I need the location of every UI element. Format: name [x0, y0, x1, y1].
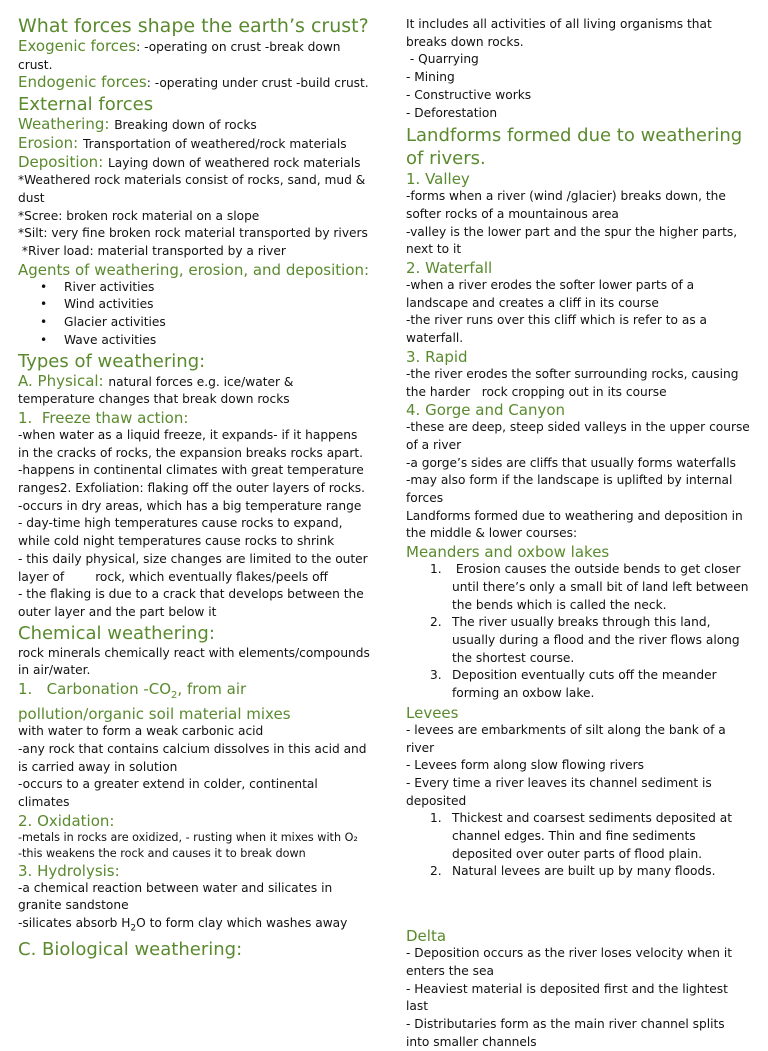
freeze-line: - this daily physical, size changes are limited to the outer layer of rock, which eventually flakes/peels off [18, 551, 372, 584]
waterfall-line: -when a river erodes the softer lower parts of a landscape and creates a cliff in its course [406, 278, 695, 310]
carbonation-line: -any rock that contains calcium dissolves in this acid and is carried away in solution [18, 741, 367, 774]
freeze-line: -happens in continental climates with great temperature ranges2. Exfoliation: flaking off the outer layers of rocks. [18, 463, 365, 496]
list-number: 1. [430, 562, 442, 577]
agents-heading: Agents of weathering, erosion, and deposition: [18, 260, 370, 279]
physical-label: A. Physical: [18, 371, 109, 390]
biological-intro: It includes all activities of all living organisms that breaks down rocks. [406, 17, 712, 49]
list-number: 1. [430, 811, 442, 826]
physical-text: natural forces e.g. ice/water & temperature changes that break down rocks [18, 374, 294, 407]
external-forces-heading: External forces [18, 94, 154, 116]
erosion-text: Transportation of weathered/rock materials [82, 136, 347, 151]
list-number: 2. [430, 615, 442, 630]
exogenic-label: Exogenic forces [18, 37, 137, 55]
list-item [430, 614, 750, 667]
list-item: • River activities [64, 279, 370, 297]
chemical-intro: rock minerals chemically react with elements/compounds in air/water. [18, 645, 370, 678]
list-text: Thickest and coarsest sediments deposited at channel edges. Thin and fine sediments deposited over outer parts of flood plain. [452, 811, 733, 861]
waterfall-line: -the river runs over this cliff which is refer to as a waterfall. [406, 313, 708, 346]
landforms-heading: Landforms formed due to weathering of rivers. [406, 125, 743, 170]
valley-line: -forms when a river (wind /glacier) breaks down, the softer rocks of a mountainous area [406, 189, 726, 221]
erosion-label: Erosion: [18, 133, 83, 152]
gorge-line: -these are deep, steep sided valleys in the upper course of a river [406, 420, 750, 452]
hydrolysis-line2-a: -silicates absorb H [18, 916, 131, 931]
deposition-definition [18, 154, 370, 173]
gorge-line: -may also form if the landscape is uplifted by internal forces [406, 473, 733, 506]
waterfall-heading: 2. Waterfall [406, 259, 493, 278]
list-text: Deposition eventually cuts off the meander forming an oxbow lake. [452, 668, 717, 701]
oxidation-line: -metals in rocks are oxidized, - rusting when it mixes with O₂ [18, 830, 358, 844]
left-column [18, 14, 370, 961]
biological-weathering-heading: C. Biological weathering: [18, 939, 243, 961]
exogenic-text: : -operating on crust -break down crust. [18, 40, 341, 72]
chemical-weathering-heading: Chemical weathering: [18, 622, 215, 644]
weathering-label: Weathering: [18, 115, 115, 134]
oxidation-heading: 2. Oxidation: [18, 811, 115, 830]
list-item: • Glacier activities [64, 314, 370, 332]
hydrolysis-line2-b: O to form clay which washes away [136, 916, 348, 931]
endogenic-text: : -operating under crust -build crust. [146, 76, 369, 91]
weathering-text: Breaking down of rocks [114, 118, 257, 133]
agents-list [18, 279, 370, 350]
gorge-heading: 4. Gorge and Canyon [406, 401, 566, 420]
physical-definition [18, 373, 370, 409]
list-item [430, 810, 750, 863]
list-item: • Wave activities [64, 332, 370, 350]
carbonation-heading-a: 1. Carbonation -CO [18, 680, 172, 699]
carbonation-heading-b: , from air pollution/organic soil material mixes [18, 680, 291, 724]
levees-heading: Levees [406, 703, 459, 722]
valley-heading: 1. Valley [406, 170, 470, 189]
types-of-weathering-heading: Types of weathering: [18, 350, 206, 372]
rapid-heading: 3. Rapid [406, 347, 468, 366]
note-line: *Silt: very fine broken rock material transported by rivers [18, 226, 368, 241]
list-text: The river usually breaks through this land, usually during a flood and the river flows along the shortest course. [452, 615, 740, 665]
spacer [406, 881, 750, 927]
oxidation-line: -this weakens the rock and causes it to break down [18, 846, 306, 860]
endogenic-label: Endogenic forces [18, 73, 147, 92]
delta-line: - Distributaries form as the main river channel splits into smaller channels [406, 1016, 725, 1049]
page-title: What forces shape the earth’s crust? [18, 15, 369, 37]
freeze-thaw-heading: 1. Freeze thaw action: [18, 408, 189, 427]
list-item [430, 561, 753, 614]
hydrolysis-heading: 3. Hydrolysis: [18, 861, 120, 880]
hydrolysis-line [18, 915, 370, 938]
list-item [430, 667, 750, 702]
carbonation-subscript: 2 [171, 690, 178, 702]
list-item [430, 863, 750, 881]
right-column [406, 16, 753, 1051]
carbonation-line: with water to form a weak carbonic acid [18, 724, 264, 739]
meanders-heading: Meanders and oxbow lakes [406, 543, 610, 562]
endogenic-definition [18, 74, 370, 93]
freeze-line: -occurs in dry areas, which has a big temperature range [18, 498, 362, 513]
gorge-line: -a gorge’s sides are cliffs that usually forms waterfalls [406, 455, 736, 470]
list-text: Erosion causes the outside bends to get closer until there’s only a small bit of land left between the bends which is called the neck. [452, 562, 753, 612]
levees-list [406, 810, 750, 881]
levees-line: - levees are embarkments of silt along the bank of a river [406, 722, 726, 755]
freeze-line: -when water as a liquid freeze, it expands- if it happens in the cracks of rocks, the expansion breaks rocks apart. [18, 427, 364, 460]
note-line: *River load: material transported by a river [18, 244, 286, 259]
deposition-label: Deposition: [18, 152, 109, 171]
gorge-line: Landforms formed due to weathering and deposition in the middle & lower courses: [406, 508, 743, 541]
note-line: *Weathered rock materials consist of rocks, sand, mud & dust [18, 173, 366, 205]
weathering-definition [18, 116, 370, 135]
rapid-line: -the river erodes the softer surrounding rocks, causing the harder rock cropping out in its course [406, 366, 743, 399]
list-number: 2. [430, 864, 442, 879]
delta-heading: Delta [406, 927, 447, 946]
exogenic-definition [18, 38, 370, 74]
bio-list-item: - Deforestation [406, 105, 498, 120]
bio-list-item: - Quarrying [406, 52, 479, 67]
carbonation-heading [18, 680, 370, 723]
delta-line: - Heaviest material is deposited first and the lightest last [406, 981, 728, 1014]
hydrolysis-subscript: 2 [130, 923, 137, 934]
delta-line: - Deposition occurs as the river loses velocity when it enters the sea [406, 946, 733, 978]
note-line: *Scree: broken rock material on a slope [18, 208, 260, 223]
hydrolysis-line: -a chemical reaction between water and silicates in granite sandstone [18, 880, 333, 913]
bio-list-item: - Constructive works [406, 87, 532, 102]
levees-line: - Levees form along slow flowing rivers [406, 758, 645, 773]
levees-line: - Every time a river leaves its channel sediment is deposited [406, 775, 712, 808]
list-number: 3. [430, 668, 442, 683]
meanders-list [406, 561, 753, 703]
bio-list-item: - Mining [406, 70, 455, 85]
erosion-definition [18, 135, 370, 154]
list-item: • Wind activities [64, 296, 370, 314]
freeze-line: - day-time high temperatures cause rocks to expand, while cold night temperatures cause rocks to shrink [18, 516, 343, 549]
list-text: Natural levees are built up by many floods. [452, 864, 716, 879]
freeze-line: - the flaking is due to a crack that develops between the outer layer and the part below it [18, 587, 364, 619]
deposition-text: Laying down of weathered rock materials [108, 155, 361, 170]
carbonation-line: -occurs to a greater extend in colder, continental climates [18, 777, 318, 809]
valley-line: -valley is the lower part and the spur the higher parts, next to it [406, 224, 738, 257]
